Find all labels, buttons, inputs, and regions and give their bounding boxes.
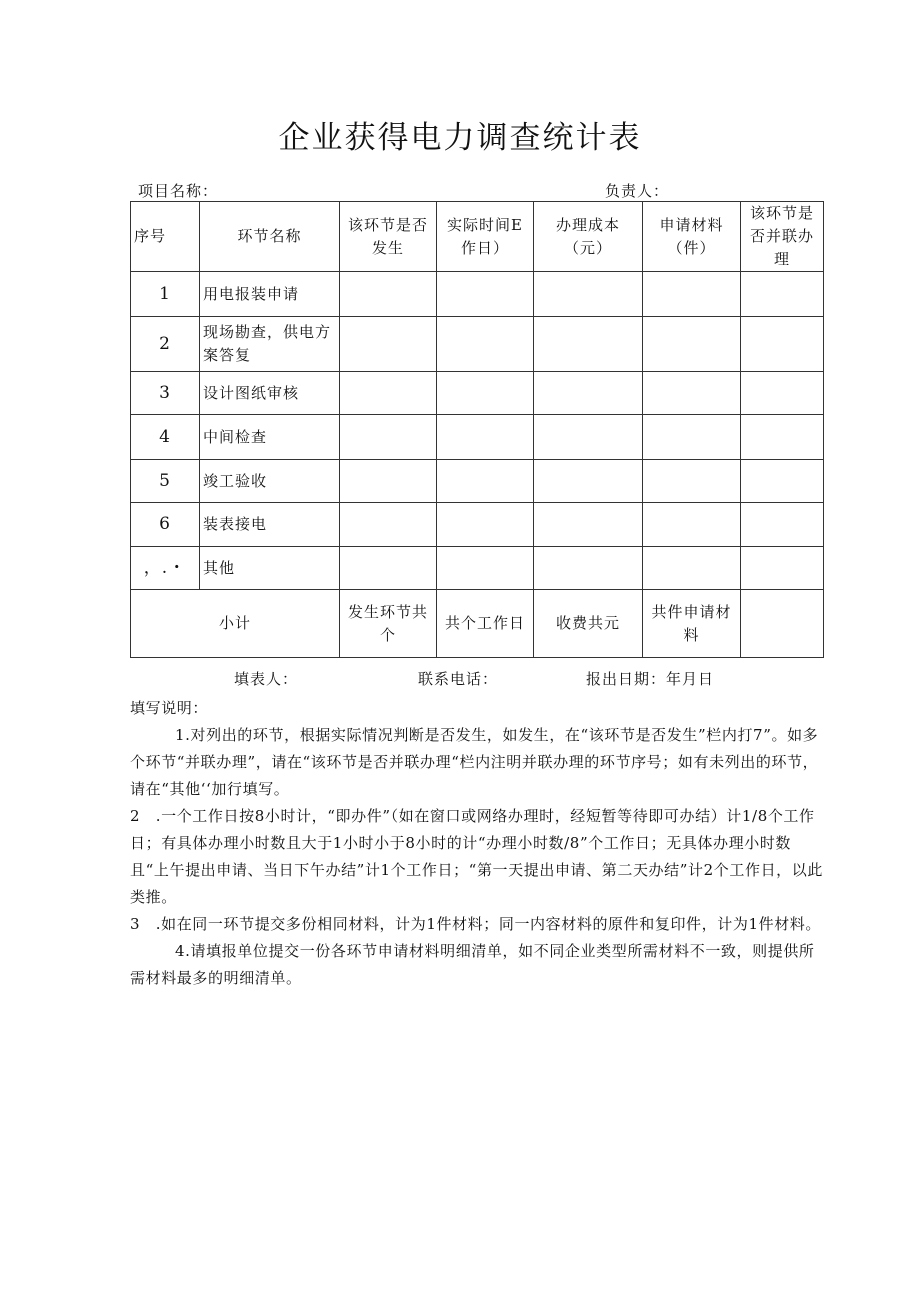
- cell-parallel-input[interactable]: [741, 415, 824, 460]
- row-seq: 4: [131, 415, 200, 460]
- row-step-name: 用电报装申请: [200, 272, 340, 317]
- cell-cost-input[interactable]: [534, 503, 643, 547]
- subtotal-label: 小计: [131, 590, 340, 658]
- cell-materials-input[interactable]: [643, 460, 741, 503]
- cell-materials-input[interactable]: [643, 503, 741, 547]
- cell-parallel-input[interactable]: [741, 372, 824, 415]
- page-title: 企业获得电力调查统计表: [278, 120, 642, 156]
- row-step-name: 其他: [200, 547, 340, 590]
- cell-cost-input[interactable]: [534, 372, 643, 415]
- cell-occurred-input[interactable]: [340, 272, 437, 317]
- cell-time-input[interactable]: [437, 372, 534, 415]
- filler-label: 填表人：: [234, 670, 299, 688]
- cell-cost-input[interactable]: [534, 272, 643, 317]
- cell-cost-input[interactable]: [534, 547, 643, 590]
- cell-time-input[interactable]: [437, 272, 534, 317]
- header-step-name: 环节名称: [200, 202, 340, 272]
- cell-occurred-input[interactable]: [340, 503, 437, 547]
- row-seq: 3: [131, 372, 200, 415]
- cell-parallel-input[interactable]: [741, 272, 824, 317]
- subtotal-materials: 共件申请材料: [643, 590, 741, 658]
- cell-parallel-input[interactable]: [741, 460, 824, 503]
- cell-occurred-input[interactable]: [340, 547, 437, 590]
- table-row: [131, 460, 824, 503]
- header-cost: 办理成本（元）: [534, 202, 643, 272]
- table-row: [131, 272, 824, 317]
- row-step-name: 竣工验收: [200, 460, 340, 503]
- row-seq: 1: [131, 272, 200, 317]
- table-row: [131, 317, 824, 372]
- report-date-label: 报出日期：年月日: [586, 670, 715, 688]
- row-seq: 2: [131, 317, 200, 372]
- cell-materials-input[interactable]: [643, 415, 741, 460]
- row-step-name: 装表接电: [200, 503, 340, 547]
- cell-occurred-input[interactable]: [340, 372, 437, 415]
- cell-cost-input[interactable]: [534, 460, 643, 503]
- instruction-item: 3 .如在同一环节提交多份相同材料，计为1件材料；同一内容材料的原件和复印件，计为1件材料。: [130, 915, 822, 933]
- cell-occurred-input[interactable]: [340, 460, 437, 503]
- instruction-item: 2 .一个工作日按8小时计，“即办件”（如在窗口或网络办理时，经短暂等待即可办结）计1/8个工作日；有具体办理小时数且大于1小时小于8小时的计“办理小时数/8”个工作日；无具体办理小时数且“上午提出申请、当日下午办结”计1个工作日；“第一天提出申请、第二天办结”计2个工作日，以此类推。: [130, 807, 823, 906]
- instructions: [130, 695, 825, 992]
- cell-time-input[interactable]: [437, 503, 534, 547]
- project-name-label: 项目名称：: [138, 182, 219, 200]
- table-row: [131, 547, 824, 590]
- subtotal-row: [131, 590, 824, 658]
- row-step-name: 中间检查: [200, 415, 340, 460]
- subtotal-fees: 收费共元: [534, 590, 643, 658]
- table-header-row: [131, 202, 824, 272]
- header-occurred: 该环节是否发生: [340, 202, 437, 272]
- instruction-item: 1.对列出的环节，根据实际情况判断是否发生，如发生，在“该环节是否发生”栏内打7”。如多个环节“并联办理”，请在“该环节是否并联办理“栏内注明并联办理的环节序号；如有未列出的环节，请在“其他‘‘加行填写。: [130, 726, 819, 798]
- cell-occurred-input[interactable]: [340, 415, 437, 460]
- cell-parallel-input[interactable]: [741, 317, 824, 372]
- cell-occurred-input[interactable]: [340, 317, 437, 372]
- row-seq: ，.・: [131, 547, 200, 590]
- table-row: [131, 372, 824, 415]
- cell-time-input[interactable]: [437, 415, 534, 460]
- instruction-item: 4.请填报单位提交一份各环节申请材料明细清单，如不同企业类型所需材料不一致，则提供所需材料最多的明细清单。: [130, 942, 815, 987]
- subtotal-occurred: 发生环节共个: [340, 590, 437, 658]
- statistics-table: [130, 201, 824, 658]
- owner-label: 负责人：: [605, 182, 670, 200]
- header-seq: 序号: [131, 202, 200, 272]
- cell-time-input[interactable]: [437, 317, 534, 372]
- subtotal-parallel-input[interactable]: [741, 590, 824, 658]
- header-parallel: 该环节是否并联办理: [741, 202, 824, 272]
- cell-materials-input[interactable]: [643, 317, 741, 372]
- phone-label: 联系电话：: [418, 670, 499, 688]
- cell-cost-input[interactable]: [534, 415, 643, 460]
- table-row: [131, 415, 824, 460]
- row-step-name: 设计图纸审核: [200, 372, 340, 415]
- table-row: [131, 503, 824, 547]
- cell-materials-input[interactable]: [643, 272, 741, 317]
- row-seq: 6: [131, 503, 200, 547]
- cell-time-input[interactable]: [437, 547, 534, 590]
- header-actual-time: 实际时间E作日）: [437, 202, 534, 272]
- row-step-name: 现场勘查，供电方案答复: [200, 317, 340, 372]
- row-seq: 5: [131, 460, 200, 503]
- subtotal-workdays: 共个工作日: [437, 590, 534, 658]
- cell-time-input[interactable]: [437, 460, 534, 503]
- cell-parallel-input[interactable]: [741, 503, 824, 547]
- header-materials: 申请材料（件）: [643, 202, 741, 272]
- cell-materials-input[interactable]: [643, 547, 741, 590]
- cell-parallel-input[interactable]: [741, 547, 824, 590]
- cell-cost-input[interactable]: [534, 317, 643, 372]
- instructions-heading: 填写说明：: [130, 699, 209, 717]
- cell-materials-input[interactable]: [643, 372, 741, 415]
